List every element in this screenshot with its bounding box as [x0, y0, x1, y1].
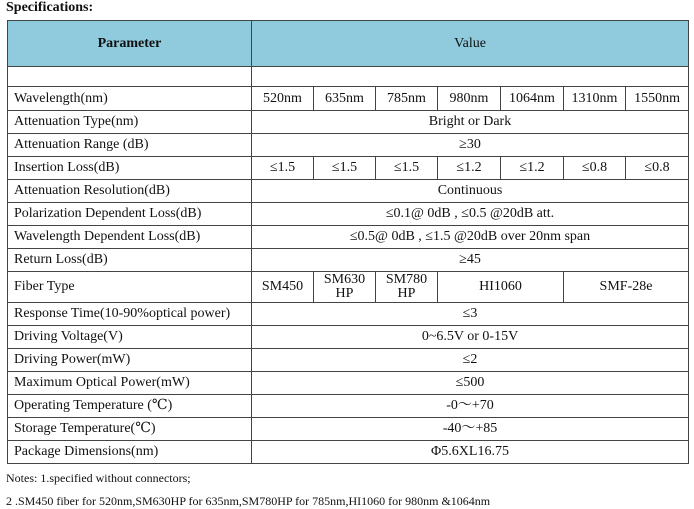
row-label: Fiber Type [8, 272, 252, 303]
table-row [8, 111, 689, 134]
spacer-cell [252, 67, 689, 87]
table-row [8, 418, 689, 441]
fiber-type-cell: SMF-28e [564, 272, 689, 303]
wavelength-cell: 635nm [314, 87, 376, 111]
wavelength-cell: 520nm [252, 87, 314, 111]
value-cell: 0~6.5V or 0-15V [252, 326, 689, 349]
value-cell: ≤500 [252, 372, 689, 395]
table-row [8, 134, 689, 157]
wavelength-cell: 785nm [376, 87, 438, 111]
value-cell: ≥45 [252, 249, 689, 272]
table-row [8, 326, 689, 349]
row-label: Operating Temperature (℃) [8, 395, 252, 418]
notes-line-1: Notes: 1.specified without connectors; [6, 471, 191, 485]
notes-line-2: 2 .SM450 fiber for 520nm,SM630HP for 635nm,SM780HP for 785nm,HI1060 for 980nm &1064nm [6, 494, 491, 508]
table-row [8, 87, 689, 111]
insertion-loss-cell: ≤1.5 [376, 157, 438, 180]
wavelength-cell: 1064nm [501, 87, 564, 111]
spacer-cell [8, 67, 252, 87]
value-cell: ≥30 [252, 134, 689, 157]
insertion-loss-cell: ≤0.8 [626, 157, 689, 180]
row-label: Wavelength(nm) [8, 87, 252, 111]
row-label: Driving Power(mW) [8, 349, 252, 372]
wavelength-cell: 1550nm [626, 87, 689, 111]
value-cell: Continuous [252, 180, 689, 203]
table-row [8, 226, 689, 249]
row-label: Driving Voltage(V) [8, 326, 252, 349]
value-cell: ≤2 [252, 349, 689, 372]
value-cell: ≤3 [252, 303, 689, 326]
value-cell: -0～+70 [252, 395, 689, 418]
value-cell: Φ5.6XL16.75 [252, 441, 689, 464]
fiber-type-cell: SM630 HP [314, 272, 376, 303]
row-label: Maximum Optical Power(mW) [8, 372, 252, 395]
spacer-row [8, 67, 689, 87]
value-cell: ≤0.5@ 0dB , ≤1.5 @20dB over 20nm span [252, 226, 689, 249]
value-cell: Bright or Dark [252, 111, 689, 134]
value-cell: ≤0.1@ 0dB , ≤0.5 @20dB att. [252, 203, 689, 226]
table-row [8, 303, 689, 326]
row-label: Polarization Dependent Loss(dB) [8, 203, 252, 226]
row-label: Attenuation Resolution(dB) [8, 180, 252, 203]
insertion-loss-cell: ≤1.5 [252, 157, 314, 180]
row-label: Attenuation Range (dB) [8, 134, 252, 157]
row-label: Return Loss(dB) [8, 249, 252, 272]
parameter-header: Parameter [8, 21, 252, 67]
insertion-loss-cell: ≤0.8 [564, 157, 626, 180]
fiber-type-cell: SM450 [252, 272, 314, 303]
table-row [8, 180, 689, 203]
row-label: Wavelength Dependent Loss(dB) [8, 226, 252, 249]
fiber-type-cell: SM780 HP [376, 272, 438, 303]
fiber-type-cell: HI1060 [438, 272, 564, 303]
wavelength-cell: 980nm [438, 87, 501, 111]
table-row [8, 372, 689, 395]
table-row [8, 395, 689, 418]
insertion-loss-cell: ≤1.5 [314, 157, 376, 180]
row-label: Attenuation Type(nm) [8, 111, 252, 134]
insertion-loss-cell: ≤1.2 [438, 157, 501, 180]
row-label: Insertion Loss(dB) [8, 157, 252, 180]
row-label: Storage Temperature(℃) [8, 418, 252, 441]
wavelength-cell: 1310nm [564, 87, 626, 111]
table-row [8, 272, 689, 303]
row-label: Response Time(10-90%optical power) [8, 303, 252, 326]
table-row [8, 157, 689, 180]
table-header-row [8, 21, 689, 67]
value-cell: -40～+85 [252, 418, 689, 441]
table-row [8, 441, 689, 464]
table-row [8, 203, 689, 226]
specifications-heading: Specifications: [6, 0, 94, 15]
specifications-table [7, 20, 689, 464]
row-label: Package Dimensions(nm) [8, 441, 252, 464]
insertion-loss-cell: ≤1.2 [501, 157, 564, 180]
table-row [8, 249, 689, 272]
value-header: Value [252, 21, 689, 67]
table-row [8, 349, 689, 372]
